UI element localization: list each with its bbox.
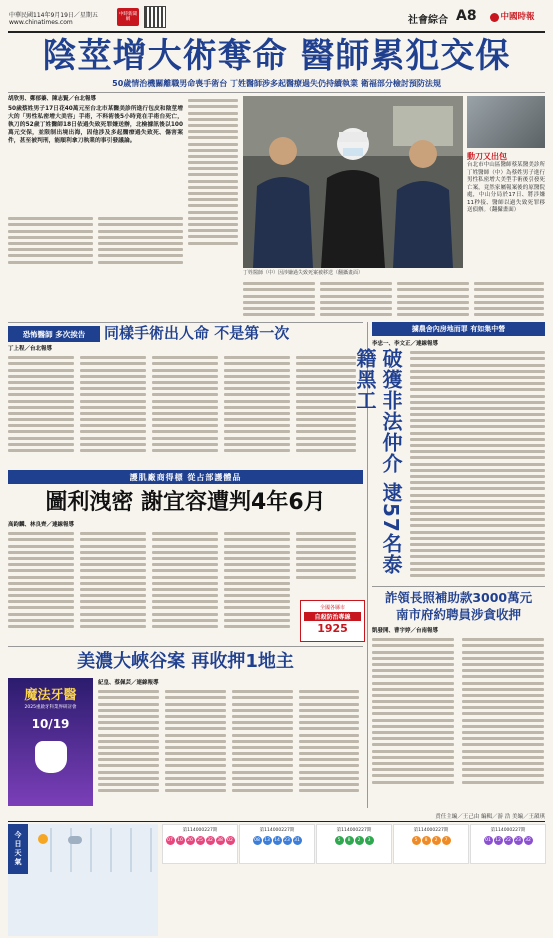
right-tag	[372, 322, 545, 336]
masthead-url: www.chinatimes.com	[9, 19, 73, 26]
weather-box	[8, 824, 158, 936]
right-tag-text: 擄農舍內房地而罪 有如集中營	[411, 325, 506, 333]
lottery-ball: 02	[227, 838, 233, 843]
dental-ad-subtitle: 2025重啟牙科業界研討會	[24, 705, 77, 710]
lottery-block	[393, 824, 469, 864]
lottery-ball: 23	[284, 838, 290, 843]
right-headline2a: 詐領長照補助款3000萬元	[384, 590, 533, 605]
lottery-ball: 2	[355, 836, 364, 845]
right-byline2: 凱發開、曹宇婷／台南報導	[372, 628, 439, 634]
section2-byline: 丁上程／台北報導	[8, 346, 53, 352]
weather-map-icon	[32, 828, 154, 872]
lottery-ball: 25	[197, 838, 203, 843]
china-times-brand-logo	[488, 4, 540, 30]
dental-ad-title: 魔法牙醫	[24, 688, 77, 703]
sidebar-photo	[467, 96, 545, 148]
lottery-title: 第114000227期	[259, 828, 295, 833]
section2-tag-text: 恐怖醫師 多次挨告	[22, 329, 86, 339]
section4-body	[98, 680, 363, 806]
lottery-title: 第114000227期	[490, 828, 526, 833]
right-vertical-headline: 破獲非法仲介 逮57名泰籍黑工	[353, 348, 403, 575]
lottery-ball: 13	[264, 838, 270, 843]
lead-byline: 胡欣男、鄭郁蓁、陳志賢／台北報導	[8, 96, 97, 102]
lottery-title: 第114000227期	[413, 828, 449, 833]
brand-emblem-icon	[490, 13, 499, 22]
lottery-ball: 5	[412, 836, 421, 845]
lottery-block	[162, 824, 238, 864]
lottery-ball: 31	[294, 838, 300, 843]
lottery-ball: 3	[365, 836, 374, 845]
lottery-title: 第114000227期	[182, 828, 218, 833]
right-byline: 李忠一、李文正／連線報導	[372, 341, 439, 347]
lottery-strip	[162, 824, 545, 936]
lead-body-text-lower	[243, 279, 545, 319]
section3-byline: 高鈞麟、林良齊／連線報導	[8, 522, 75, 528]
section4-headline: 美濃大峽谷案 再收押1地主	[77, 651, 294, 672]
lottery-block	[316, 824, 392, 864]
dental-ad-day: 10/19	[31, 717, 70, 731]
lottery-title: 第114000227期	[336, 828, 372, 833]
lead-headline: 陰莖增大術奪命 醫師累犯交保	[42, 36, 511, 76]
lottery-ball: 5	[335, 836, 344, 845]
qr-code-icon	[144, 6, 166, 28]
lottery-ball: 2	[432, 836, 441, 845]
lottery-ball: 14	[274, 838, 280, 843]
lead-subhead: 50歲情治機關離職男命喪手術台 丁姓醫師涉多起醫療過失仍持續執業 衛福部分檢討預防法規	[112, 79, 441, 88]
lottery-block	[470, 824, 546, 864]
section-name: 社會綜合	[408, 15, 448, 26]
masthead-date: 中華民國114年9月19日／星期五	[9, 12, 98, 19]
right-headline2b: 南市府約聘員涉貪收押	[395, 607, 521, 622]
lottery-ball: 07	[167, 838, 173, 843]
section2-tag	[8, 326, 100, 342]
suicide-hotline-ad	[300, 600, 365, 642]
cloud-icon	[68, 836, 82, 844]
sidebar-title: 動刀又出包	[467, 152, 507, 161]
lead-photo	[243, 96, 463, 268]
tooth-icon	[35, 741, 67, 773]
ad-line2: 自殺防治專線	[304, 612, 361, 621]
page-number: A8	[456, 8, 477, 24]
logo-small-text: 中時新聞網	[119, 12, 137, 22]
lottery-ball: 38	[217, 838, 223, 843]
lottery-ball: 12	[495, 838, 501, 843]
section4-byline: 紀皇、蔡佩芸／連線報導	[98, 680, 159, 686]
lead-photo-illustration	[243, 96, 463, 268]
lottery-ball: 10	[177, 838, 183, 843]
weather-label	[8, 824, 28, 874]
section2-headline: 同樣手術出人命 不是第一次	[104, 324, 290, 342]
lottery-ball: 7	[442, 836, 451, 845]
chinatimes-news-logo	[117, 8, 139, 26]
lead-body-text-mid	[188, 96, 238, 274]
lead-intro	[8, 96, 183, 214]
ad-line1: 全國各縣市	[319, 605, 345, 611]
weather-label-text: 今日天氣	[14, 831, 22, 866]
topic-strip-text: 護肌廠商得標 從占部護體品	[129, 472, 242, 482]
lottery-ball: 08	[254, 838, 260, 843]
lead-paragraph: 50歲蔡姓男子17日花40萬元至台北市某醫美診所進行包皮和陰莖增大的「男性私密增大美容」手術，不料術後5小時竟在手術台死亡，執刀的52歲丁姓醫師18日依過失致死罪嫌送辦，北檢據訊後以100萬元交保，並限制出境出海，因他涉及多起醫療過失致死、傷害案件，甚至被判刑，能順利拿刀執業的事引發議論。	[8, 106, 183, 144]
lead-sidebar	[467, 96, 545, 276]
footer-credits: 責任主編／王己由 編輯／游 浩 美編／王韻琪	[435, 814, 545, 820]
lottery-ball: 8	[422, 836, 431, 845]
right-body2	[372, 628, 545, 806]
sun-icon	[38, 834, 48, 844]
ad-number: 1925	[317, 622, 348, 635]
lottery-ball: 32	[207, 838, 213, 843]
lottery-ball: 22	[505, 838, 511, 843]
lottery-block	[239, 824, 315, 864]
right-body	[410, 348, 545, 584]
lottery-ball: 20	[187, 838, 193, 843]
lottery-ball: 32	[525, 838, 531, 843]
lottery-ball: 01	[485, 838, 491, 843]
sidebar-text: 台北市中山區醫師蔡某醫美診所丁姓醫師（中）為蔡姓男子進行男性私密增大美型手術後引發死亡案，竟然家屬報案後的原醫院處，中山分局於17日、將涉嫌11秒接、醫師以過失致死罪移送偵辦。（翻攝畫面）	[467, 162, 545, 213]
lottery-ball: 23	[515, 838, 521, 843]
lead-body-text	[8, 214, 183, 274]
dental-ad	[8, 678, 93, 806]
lottery-ball: 8	[345, 836, 354, 845]
masthead	[0, 0, 553, 32]
section2-body	[8, 346, 363, 466]
brand-name: 中國時報	[500, 12, 535, 22]
lead-photo-caption: 丁姓醫師（中）因涉嫌過失致死案被移送（翻攝畫面）	[243, 270, 364, 276]
section3-headline: 圖利洩密 謝宜容遭判4年6月	[45, 490, 326, 515]
topic-strip	[8, 470, 363, 484]
